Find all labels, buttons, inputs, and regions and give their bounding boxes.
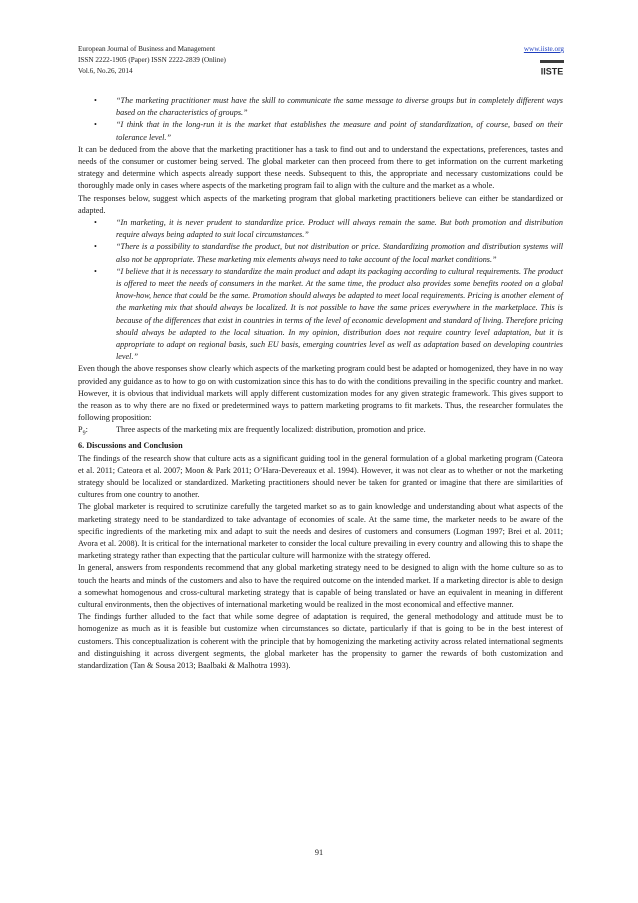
- section-heading: 6. Discussions and Conclusion: [78, 441, 183, 451]
- proposition-letter: P: [78, 425, 83, 435]
- quote-text: “The marketing practitioner must have the skill to communicate the same message to diverse groups but in completely different ways based on the characteristics of groups.”: [116, 96, 563, 118]
- paragraph: The global marketer is required to scrutinize carefully the targeted market so as to gain knowledge and understanding about what aspects of the marketing strategy need to be standardized to take advantage of economies of scale. At the same time, the marketer needs to be aware of the specific ingredients of the marketing mix and adapt to suit the needs and desires of customers and consumers (Logman 1997; Brei et al. 2011; Avora et al. 2008). It is critical for the international marketer to consider the local culture prevailing in every country and allowing this to shape the marketing strategy rather than expecting that the particular culture will harmonize with the strategy offered.: [78, 502, 563, 561]
- quote-text: “In marketing, it is never prudent to standardize price. Product will always remain the same. But both promotion and distribution require always being adapted to suit local circumstances.”: [116, 218, 563, 240]
- bullet-icon: •: [94, 96, 97, 105]
- journal-issn: ISSN 2222-1905 (Paper) ISSN 2222-2839 (Online): [78, 56, 226, 64]
- quote-text: “There is a possibility to standardise the product, but not distribution or price. Standardizing promotion and distribution systems will also not be appropriate. These marketing mix elements always need to take account of the local market conditions.”: [116, 242, 563, 264]
- proposition-colon: :: [85, 425, 88, 435]
- page-header: [78, 44, 564, 84]
- paragraph: Even though the above responses show clearly which aspects of the marketing program could best be adapted or homogenized, they have in no way provided any guidance as to how to go on with customization since this has to do with the conditions prevailing in the specific country and market. However, it is obvious that individual markets will apply different customization modes for any given strategic framework. This gives support to the reason as to why there are no fixed or predetermined ways to pattern marketing programs to fit markets. Thus, the researcher formulates the following proposition:: [78, 364, 563, 423]
- proposition-text: Three aspects of the marketing mix are frequently localized: distribution, promotion and price.: [116, 425, 426, 435]
- list-item: [78, 217, 563, 241]
- bullet-icon: •: [94, 120, 97, 130]
- article-body: [78, 95, 563, 672]
- bullet-icon: •: [94, 242, 97, 252]
- bullet-icon: •: [94, 266, 97, 276]
- list-item: [78, 95, 563, 119]
- logo-text: IISTE: [540, 66, 564, 77]
- header-right: [524, 44, 564, 77]
- list-item: [78, 241, 563, 265]
- proposition-number: 9: [82, 431, 86, 438]
- journal-url-link[interactable]: www.iiste.org: [523, 45, 564, 53]
- proposition-label: [78, 424, 116, 440]
- journal-name: European Journal of Business and Management: [78, 45, 216, 53]
- page-number: 91: [314, 848, 324, 857]
- paragraph: The responses below, suggest which aspects of the marketing program that global marketing practitioners believe can either be standardized or adapted.: [78, 193, 563, 215]
- iiste-logo-icon: [540, 60, 564, 77]
- quote-text: “I think that in the long-run it is the market that establishes the measure and point of standardization, of course, based on their tolerance level.”: [116, 120, 563, 142]
- list-item: [78, 266, 563, 364]
- quote-list-1: [78, 95, 563, 144]
- header-journal-info: [78, 44, 226, 77]
- paragraph: In general, answers from respondents recommend that any global marketing strategy need to be designed to align with the home culture so as to touch the hearts and minds of the customers and also to have the required outcome on the intended market. If a marketing director is able to design a somewhat homogenous and cross-cultural marketing strategy that is capable of being translated or have an equivalent in meaning in different cultural environments, then the objectives of international marketing would be realized in the most economical and effective manner.: [78, 563, 563, 609]
- paragraph: The findings further alluded to the fact that while some degree of adaptation is required, the general methodology and attitude must be to homogenize as much as it is feasible but customize when circumstances so dictate, particularly if that is going to be in the best interest of customers. This conceptualization is coherent with the principle that by homogenizing the marketing activity across related international segments and distinguishing it across divergent segments, the global marketer has the propensity to garner the rewards of both customization and standardization (Tan & Sousa 2013; Baalbaki & Malhotra 1993).: [78, 612, 563, 670]
- quote-list-2: [78, 217, 563, 363]
- paragraph: It can be deduced from the above that the marketing practitioner has a task to find out and to understand the expectations, preferences, tastes and needs of the consumer or customer being served. The global marketer can then proceed from there to get information on the current marketing strategy and determine which aspects already support these needs. Subsequent to this, the appropriate and necessary customizations could be thoroughly made only in cases where aspects of the marketing program fail to align with the culture and the market as a whole.: [78, 144, 563, 191]
- paragraph: The findings of the research show that culture acts as a significant guiding tool in the general formulation of a global marketing program (Cateora et al. 2011; Cateora et al. 2007; Moon & Park 2011; O’Hara-Devereaux et al. 1994). However, it was not clear as to whether or not the marketing strategy should be localized or standardized. Marketing practitioners should never be taken for granted or imagine that there are similarities of cultures from one country to another.: [78, 453, 563, 500]
- journal-volume: Vol.6, No.26, 2014: [78, 67, 133, 75]
- proposition: [78, 424, 563, 440]
- bullet-icon: •: [94, 218, 97, 228]
- quote-text: “I believe that it is necessary to standardize the main product and adapt its packaging according to cultural requirements. The product is offered to meet the needs of consumers in the market. At the same time, the product also provides some benefits rooted on a global know-how, hence that could be the same. Promotion should always be adapted to meet local requirements. Pricing is another element of the marketing mix that should always be localized. It is not possible to have the same prices everywhere in the marketplace. This is because of the differences that exist in countries in terms of the level of economic development and standard of living. Therefore pricing should always be adapted to the local situation. In my opinion, distribution does not require country level adaptation, but it is appropriate to adapt on regional basis, such EU basis, emerging countries level as well as adaptation based on developing countries level.”: [116, 266, 563, 362]
- list-item: [78, 119, 563, 143]
